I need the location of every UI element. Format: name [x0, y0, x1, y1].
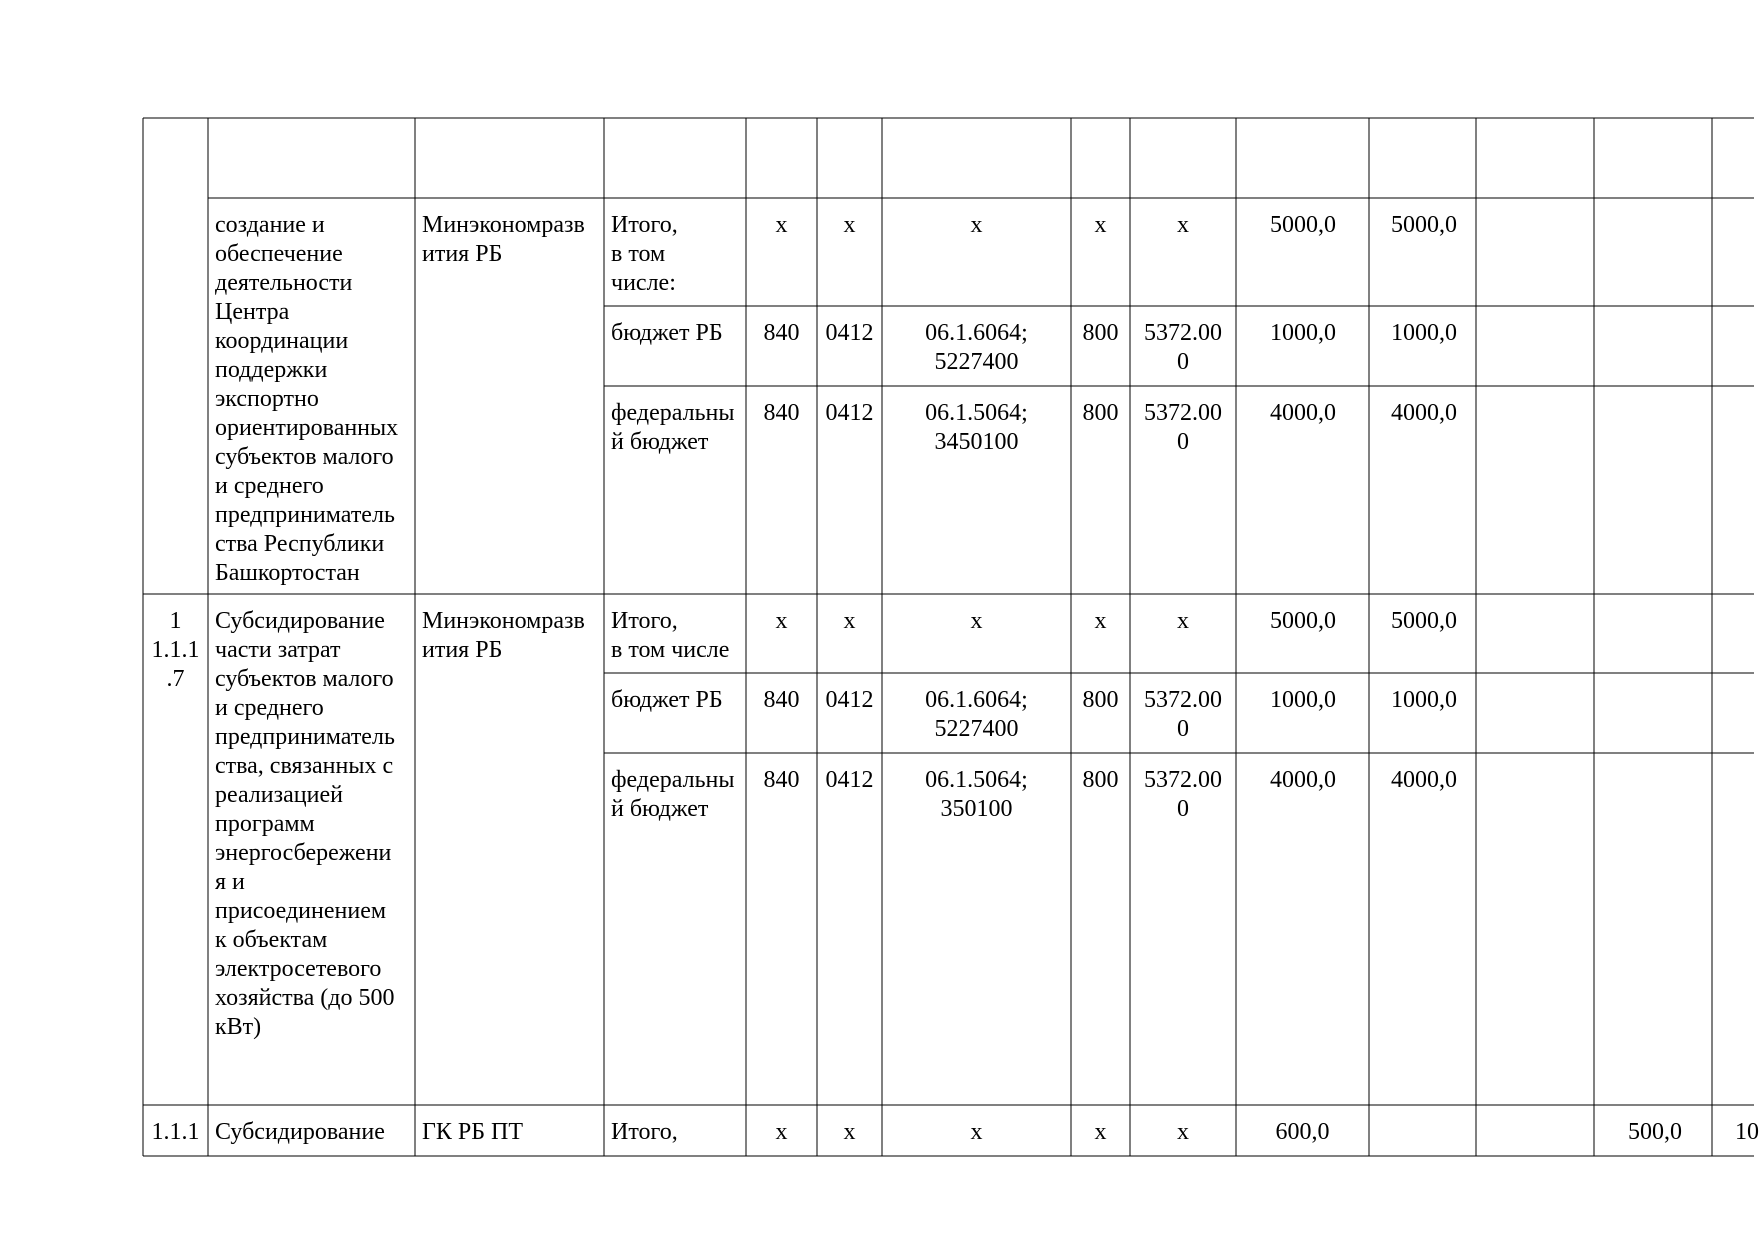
year-amount: 4000,0 — [1391, 400, 1457, 426]
kosgu-code: 5372.00 0 — [1144, 400, 1222, 455]
total-amount: 5000,0 — [1270, 212, 1336, 238]
section-code: 0412 — [825, 400, 874, 426]
measure-name-energy-saving: Субсидирование части затрат субъектов малого и среднего предприниматель ства, связанных с реализацией программ энергосбережени я и присоединением к объектам электросетевого хозяйства (до 500 кВт) — [215, 608, 395, 1040]
target-article-code: 06.1.6064; 5227400 — [925, 320, 1028, 375]
grbs-code: 840 — [763, 767, 800, 793]
measure-name: Субсидирование — [215, 1119, 385, 1145]
executor: Минэкономразв ития РБ — [422, 608, 585, 663]
kosgu-code: х — [1177, 1119, 1189, 1145]
expense-type-code: х — [1094, 608, 1107, 634]
target-article-code: 06.1.6064; 5227400 — [925, 687, 1028, 742]
funding-source: Итого, в том числе — [611, 608, 730, 663]
funding-source: Итого, — [611, 1119, 678, 1145]
kosgu-code: 5372.00 0 — [1144, 320, 1222, 375]
expense-type-code: 800 — [1082, 687, 1119, 713]
total-amount: 4000,0 — [1270, 400, 1336, 426]
section-code: х — [843, 212, 856, 238]
funding-source: Итого, в том числе: — [611, 212, 678, 296]
grbs-code: х — [775, 608, 788, 634]
year-amount: 1000,0 — [1391, 687, 1457, 713]
grbs-code: х — [775, 212, 788, 238]
expense-type-code: х — [1094, 212, 1107, 238]
section-code: х — [843, 1119, 856, 1145]
kosgu-code: 5372.00 0 — [1144, 687, 1222, 742]
grbs-code: х — [775, 1119, 788, 1145]
year-amount: 4000,0 — [1391, 767, 1457, 793]
year-amount-cut: 10 — [1735, 1119, 1759, 1145]
target-article-code: х — [970, 608, 983, 634]
grbs-code: 840 — [763, 320, 800, 346]
funding-source: федеральны й бюджет — [611, 767, 735, 822]
total-amount: 600,0 — [1275, 1119, 1330, 1145]
executor: Минэкономразв ития РБ — [422, 212, 585, 267]
target-article-code: х — [970, 1119, 983, 1145]
funding-source: федеральны й бюджет — [611, 400, 735, 455]
section-code: х — [843, 608, 856, 634]
target-article-code: х — [970, 212, 983, 238]
section-code: 0412 — [825, 320, 874, 346]
expense-type-code: 800 — [1082, 400, 1119, 426]
total-amount: 4000,0 — [1270, 767, 1336, 793]
target-article-code: 06.1.5064; 350100 — [925, 767, 1028, 822]
executor: ГК РБ ПТ — [422, 1119, 524, 1145]
measure-name-export-center: создание и обеспечение деятельности Центра координации поддержки экспортно ориентированных субъектов малого и среднего предприниматель ства Республики Башкортостан — [215, 212, 399, 586]
grbs-code: 840 — [763, 687, 800, 713]
funding-source: бюджет РБ — [611, 320, 723, 346]
expense-type-code: х — [1094, 1119, 1107, 1145]
total-amount: 1000,0 — [1270, 687, 1336, 713]
kosgu-code: х — [1177, 608, 1189, 634]
target-article-code: 06.1.5064; 3450100 — [925, 400, 1028, 455]
year-amount: 5000,0 — [1391, 608, 1457, 634]
kosgu-code: 5372.00 0 — [1144, 767, 1222, 822]
total-amount: 5000,0 — [1270, 608, 1336, 634]
grbs-code: 840 — [763, 400, 800, 426]
kosgu-code: х — [1177, 212, 1189, 238]
total-amount: 1000,0 — [1270, 320, 1336, 346]
section-code: 0412 — [825, 687, 874, 713]
section-code: 0412 — [825, 767, 874, 793]
measure-number: 1.1.1 — [151, 1119, 200, 1145]
expense-type-code: 800 — [1082, 320, 1119, 346]
funding-source: бюджет РБ — [611, 687, 723, 713]
expense-type-code: 800 — [1082, 767, 1119, 793]
measure-number: 1 1.1.1 .7 — [151, 608, 200, 692]
year-amount: 500,0 — [1628, 1119, 1682, 1145]
year-amount: 5000,0 — [1391, 212, 1457, 238]
year-amount: 1000,0 — [1391, 320, 1457, 346]
